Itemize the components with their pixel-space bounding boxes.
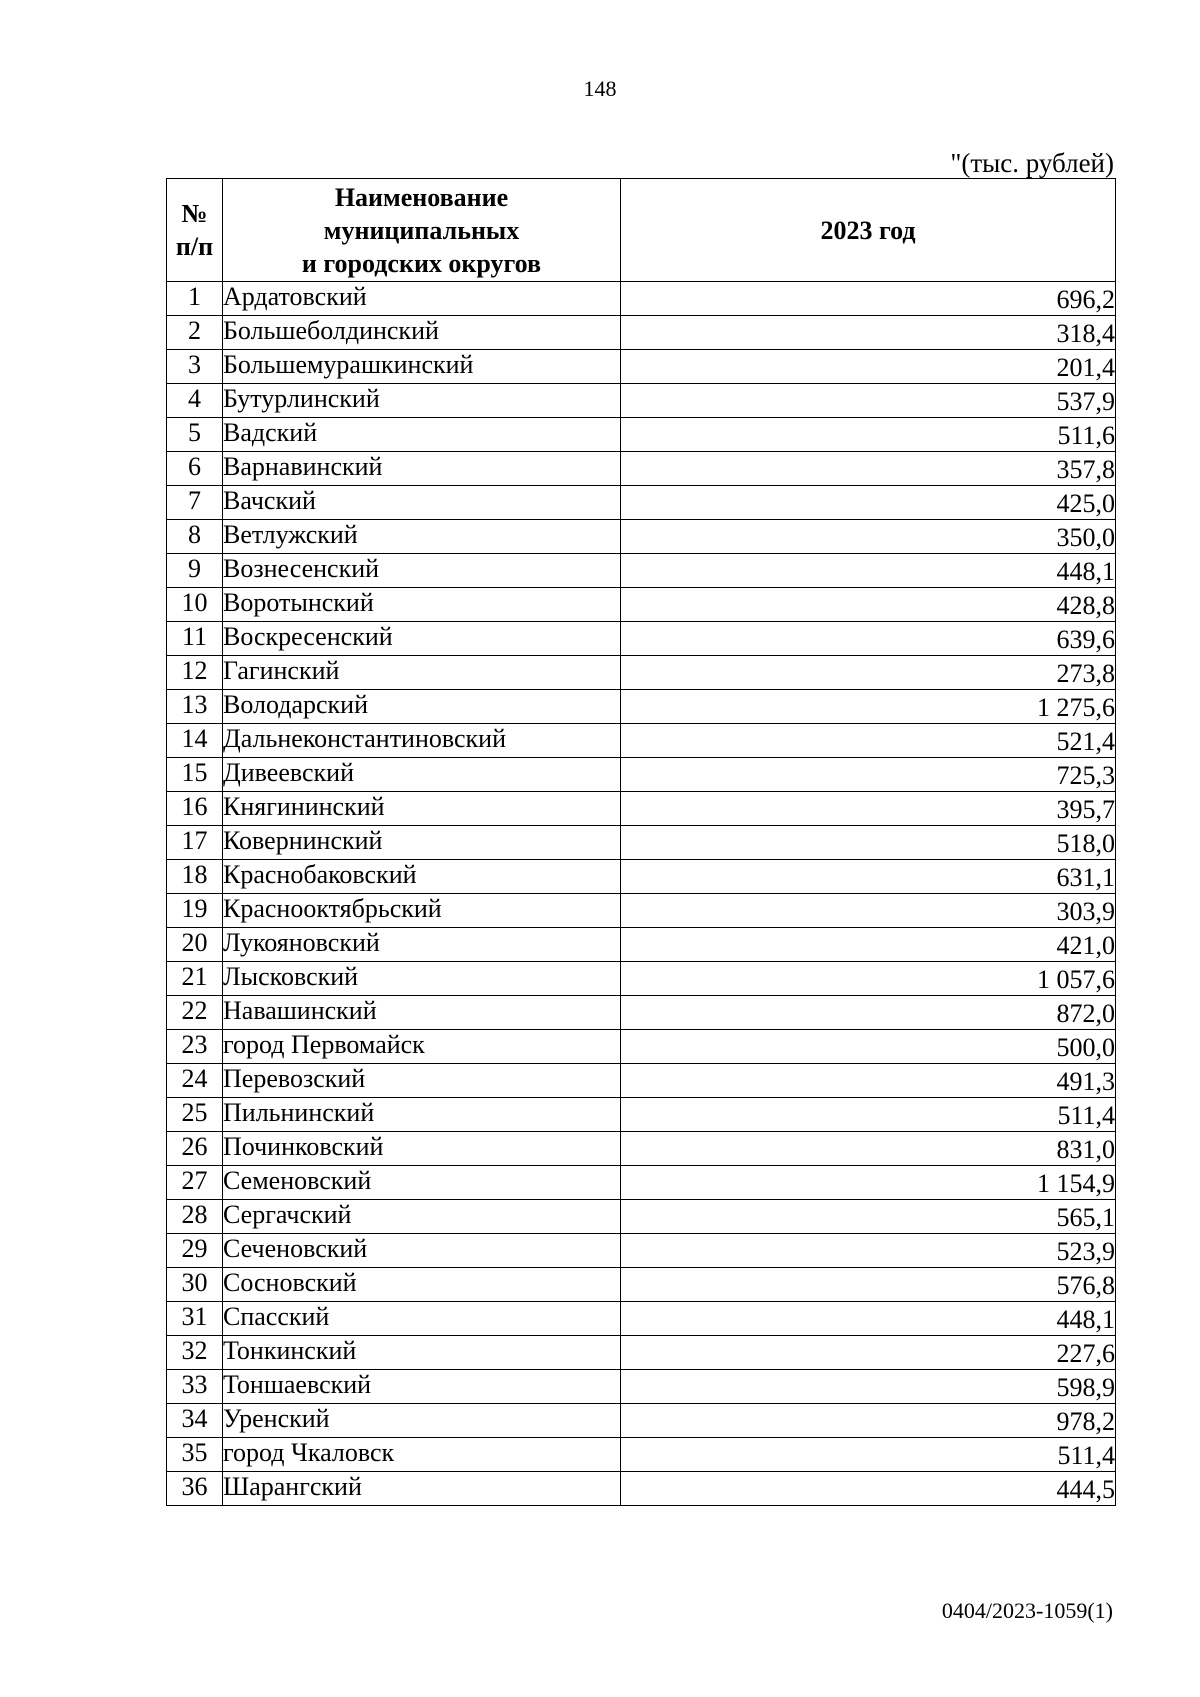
- row-number: 13: [167, 690, 223, 724]
- row-value: 576,8: [621, 1268, 1116, 1302]
- table-row: [167, 1268, 1116, 1302]
- row-name: Большемурашкинский: [223, 350, 621, 384]
- row-name: город Чкаловск: [223, 1438, 621, 1472]
- table-row: [167, 792, 1116, 826]
- table-row: [167, 1200, 1116, 1234]
- row-name: Краснобаковский: [223, 860, 621, 894]
- row-name: Большеболдинский: [223, 316, 621, 350]
- row-number: 17: [167, 826, 223, 860]
- table-row: [167, 1438, 1116, 1472]
- row-name: Семеновский: [223, 1166, 621, 1200]
- row-name: Уренский: [223, 1404, 621, 1438]
- header-year: 2023 год: [621, 179, 1116, 282]
- row-value: 725,3: [621, 758, 1116, 792]
- row-number: 15: [167, 758, 223, 792]
- row-number: 24: [167, 1064, 223, 1098]
- row-value: 565,1: [621, 1200, 1116, 1234]
- row-value: 537,9: [621, 384, 1116, 418]
- table-row: [167, 622, 1116, 656]
- row-number: 19: [167, 894, 223, 928]
- row-name: Воскресенский: [223, 622, 621, 656]
- table-row: [167, 452, 1116, 486]
- row-name: Пильнинский: [223, 1098, 621, 1132]
- table-row: [167, 1064, 1116, 1098]
- row-name: Варнавинский: [223, 452, 621, 486]
- row-number: 5: [167, 418, 223, 452]
- row-name: Сосновский: [223, 1268, 621, 1302]
- row-number: 23: [167, 1030, 223, 1064]
- row-value: 227,6: [621, 1336, 1116, 1370]
- units-note: "(тыс. рублей): [950, 148, 1114, 178]
- row-name: Шарангский: [223, 1472, 621, 1506]
- table-row: [167, 758, 1116, 792]
- row-number: 2: [167, 316, 223, 350]
- row-name: Бутурлинский: [223, 384, 621, 418]
- table-row: [167, 384, 1116, 418]
- header-name-line1: Наименование: [334, 182, 509, 212]
- row-value: 511,4: [621, 1098, 1116, 1132]
- table-row: [167, 1030, 1116, 1064]
- row-number: 36: [167, 1472, 223, 1506]
- row-value: 521,4: [621, 724, 1116, 758]
- row-name: Володарский: [223, 690, 621, 724]
- row-value: 696,2: [621, 282, 1116, 316]
- row-value: 395,7: [621, 792, 1116, 826]
- table-row: [167, 554, 1116, 588]
- row-number: 25: [167, 1098, 223, 1132]
- table-row: [167, 1234, 1116, 1268]
- table-row: [167, 1336, 1116, 1370]
- table-row: [167, 1098, 1116, 1132]
- row-name: Княгининский: [223, 792, 621, 826]
- header-name-line3: и городских округов: [301, 248, 542, 278]
- row-value: 491,3: [621, 1064, 1116, 1098]
- row-value: 872,0: [621, 996, 1116, 1030]
- row-name: Перевозский: [223, 1064, 621, 1098]
- row-value: 421,0: [621, 928, 1116, 962]
- row-value: 511,4: [621, 1438, 1116, 1472]
- row-name: Тоншаевский: [223, 1370, 621, 1404]
- row-value: 511,6: [621, 418, 1116, 452]
- table-row: [167, 1404, 1116, 1438]
- header-number: [167, 179, 223, 282]
- table-row: [167, 1370, 1116, 1404]
- row-value: 500,0: [621, 1030, 1116, 1064]
- table-row: [167, 690, 1116, 724]
- row-value: 523,9: [621, 1234, 1116, 1268]
- row-value: 598,9: [621, 1370, 1116, 1404]
- row-name: Сергачский: [223, 1200, 621, 1234]
- row-name: Ковернинский: [223, 826, 621, 860]
- row-value: 350,0: [621, 520, 1116, 554]
- row-number: 14: [167, 724, 223, 758]
- table-row: [167, 996, 1116, 1030]
- row-value: 448,1: [621, 554, 1116, 588]
- document-code: 0404/2023-1059(1): [941, 1598, 1113, 1623]
- row-name: Сеченовский: [223, 1234, 621, 1268]
- row-value: 1 154,9: [621, 1166, 1116, 1200]
- row-number: 12: [167, 656, 223, 690]
- table-row: [167, 826, 1116, 860]
- header-number-line2: п/п: [175, 232, 214, 261]
- table-row: [167, 350, 1116, 384]
- table-row: [167, 486, 1116, 520]
- row-value: 318,4: [621, 316, 1116, 350]
- row-number: 20: [167, 928, 223, 962]
- row-name: Вознесенский: [223, 554, 621, 588]
- row-name: Краснооктябрьский: [223, 894, 621, 928]
- budget-table: [166, 178, 1116, 1506]
- row-name: Починковский: [223, 1132, 621, 1166]
- table-row: [167, 860, 1116, 894]
- row-value: 631,1: [621, 860, 1116, 894]
- row-number: 31: [167, 1302, 223, 1336]
- row-value: 273,8: [621, 656, 1116, 690]
- row-value: 831,0: [621, 1132, 1116, 1166]
- table-row: [167, 1302, 1116, 1336]
- row-value: 448,1: [621, 1302, 1116, 1336]
- row-name: Дальнеконстантиновский: [223, 724, 621, 758]
- row-value: 425,0: [621, 486, 1116, 520]
- row-number: 21: [167, 962, 223, 996]
- header-name: [223, 179, 621, 282]
- row-value: 444,5: [621, 1472, 1116, 1506]
- row-name: город Первомайск: [223, 1030, 621, 1064]
- row-number: 34: [167, 1404, 223, 1438]
- table-row: [167, 520, 1116, 554]
- table-row: [167, 724, 1116, 758]
- table-row: [167, 1472, 1116, 1506]
- row-value: 201,4: [621, 350, 1116, 384]
- row-number: 28: [167, 1200, 223, 1234]
- table-row: [167, 418, 1116, 452]
- table-body: [167, 282, 1116, 1506]
- row-name: Тонкинский: [223, 1336, 621, 1370]
- table-row: [167, 316, 1116, 350]
- row-number: 9: [167, 554, 223, 588]
- row-number: 11: [167, 622, 223, 656]
- table-row: [167, 656, 1116, 690]
- row-name: Гагинский: [223, 656, 621, 690]
- row-name: Воротынский: [223, 588, 621, 622]
- row-value: 1 057,6: [621, 962, 1116, 996]
- row-value: 639,6: [621, 622, 1116, 656]
- row-name: Ардатовский: [223, 282, 621, 316]
- row-number: 1: [167, 282, 223, 316]
- table-header-row: [167, 179, 1116, 282]
- row-number: 18: [167, 860, 223, 894]
- table-row: [167, 1166, 1116, 1200]
- table-row: [167, 588, 1116, 622]
- row-number: 7: [167, 486, 223, 520]
- row-number: 22: [167, 996, 223, 1030]
- row-number: 10: [167, 588, 223, 622]
- table-row: [167, 1132, 1116, 1166]
- row-name: Лукояновский: [223, 928, 621, 962]
- row-name: Дивеевский: [223, 758, 621, 792]
- row-value: 978,2: [621, 1404, 1116, 1438]
- row-number: 3: [167, 350, 223, 384]
- table-row: [167, 928, 1116, 962]
- row-name: Ветлужский: [223, 520, 621, 554]
- row-name: Вадский: [223, 418, 621, 452]
- row-number: 26: [167, 1132, 223, 1166]
- row-value: 303,9: [621, 894, 1116, 928]
- row-name: Навашинский: [223, 996, 621, 1030]
- row-name: Вачский: [223, 486, 621, 520]
- table-row: [167, 282, 1116, 316]
- row-number: 16: [167, 792, 223, 826]
- row-number: 32: [167, 1336, 223, 1370]
- row-number: 6: [167, 452, 223, 486]
- row-number: 35: [167, 1438, 223, 1472]
- row-value: 428,8: [621, 588, 1116, 622]
- row-value: 518,0: [621, 826, 1116, 860]
- row-number: 30: [167, 1268, 223, 1302]
- row-number: 33: [167, 1370, 223, 1404]
- row-value: 1 275,6: [621, 690, 1116, 724]
- table-row: [167, 894, 1116, 928]
- page-number: 148: [583, 76, 617, 101]
- row-number: 27: [167, 1166, 223, 1200]
- row-number: 4: [167, 384, 223, 418]
- header-name-line2: муниципальных: [323, 215, 520, 245]
- header-number-line1: №: [181, 199, 208, 228]
- table-row: [167, 962, 1116, 996]
- row-number: 29: [167, 1234, 223, 1268]
- row-value: 357,8: [621, 452, 1116, 486]
- row-name: Спасский: [223, 1302, 621, 1336]
- row-number: 8: [167, 520, 223, 554]
- row-name: Лысковский: [223, 962, 621, 996]
